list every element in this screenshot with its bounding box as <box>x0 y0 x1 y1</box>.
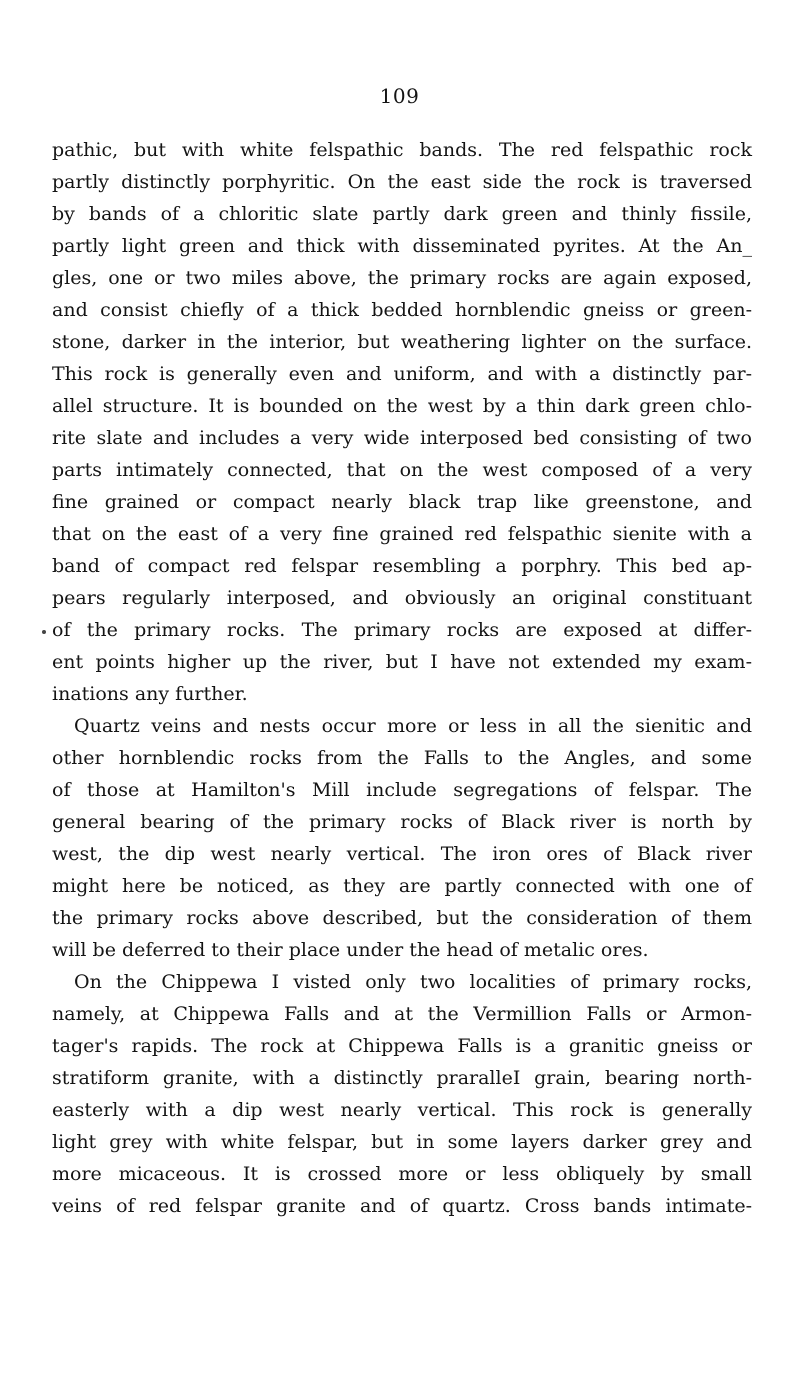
text-line: of the primary rocks. The primary rocks are exposed at differ- <box>52 619 752 641</box>
text-line: pathic, but with white felspathic bands. The red felspathic rock <box>52 139 752 161</box>
text-line: stone, darker in the interior, but weathering lighter on the surface. <box>52 331 752 353</box>
text-line: general bearing of the primary rocks of Black river is north by <box>52 811 752 833</box>
page-number: 109 <box>379 84 420 108</box>
text-line: This rock is generally even and uniform, and with a distinctly par- <box>52 363 752 385</box>
paragraph-2 <box>52 710 752 966</box>
margin-dot-mark <box>42 630 46 634</box>
text-line: band of compact red felspar resembling a porphry. This bed ap- <box>52 555 752 577</box>
text-line: more micaceous. It is crossed more or less obliquely by small <box>52 1163 752 1185</box>
text-line: that on the east of a very fine grained red felspathic sienite with a <box>52 523 752 545</box>
text-line: stratiform granite, with a distinctly praralleI grain, bearing north- <box>52 1067 752 1089</box>
text-line: gles, one or two miles above, the primary rocks are again exposed, <box>52 267 752 289</box>
text-line: the primary rocks above described, but the consideration of them <box>52 907 752 929</box>
text-line: tager's rapids. The rock at Chippewa Falls is a granitic gneiss or <box>52 1035 752 1057</box>
text-line: west, the dip west nearly vertical. The iron ores of Black river <box>52 843 752 865</box>
text-line: namely, at Chippewa Falls and at the Vermillion Falls or Armon- <box>52 1003 752 1025</box>
text-line: other hornblendic rocks from the Falls to the Angles, and some <box>52 747 752 769</box>
text-line: Quartz veins and nests occur more or less in all the sienitic and <box>74 715 752 737</box>
text-line: On the Chippewa I visted only two localities of primary rocks, <box>74 971 752 993</box>
text-line: partly distinctly porphyritic. On the east side the rock is traversed <box>52 171 752 193</box>
paragraph-1 <box>52 134 752 710</box>
text-line: light grey with white felspar, but in some layers darker grey and <box>52 1131 752 1153</box>
text-line: easterly with a dip west nearly vertical. This rock is generally <box>52 1099 752 1121</box>
text-line: parts intimately connected, that on the west composed of a very <box>52 459 752 481</box>
text-line: by bands of a chloritic slate partly dark green and thinly fissile, <box>52 203 752 225</box>
text-line: pears regularly interposed, and obviously an original constituant <box>52 587 752 609</box>
text-line: of those at Hamilton's Mill include segregations of felspar. The <box>52 779 752 801</box>
text-line: partly light green and thick with disseminated pyrites. At the An_ <box>52 235 752 257</box>
text-line: will be deferred to their place under the head of metalic ores. <box>52 939 649 961</box>
text-line: veins of red felspar granite and of quartz. Cross bands intimate- <box>52 1195 752 1217</box>
text-line: inations any further. <box>52 683 248 705</box>
text-line: allel structure. It is bounded on the west by a thin dark green chlo- <box>52 395 752 417</box>
text-line: rite slate and includes a very wide interposed bed consisting of two <box>52 427 752 449</box>
text-line: ent points higher up the river, but I have not extended my exam- <box>52 651 752 673</box>
text-line: might here be noticed, as they are partly connected with one of <box>52 875 752 897</box>
body-text <box>52 134 752 1222</box>
text-line: fine grained or compact nearly black trap like greenstone, and <box>52 491 752 513</box>
paragraph-3 <box>52 966 752 1222</box>
text-line: and consist chiefly of a thick bedded hornblendic gneiss or green- <box>52 299 752 321</box>
